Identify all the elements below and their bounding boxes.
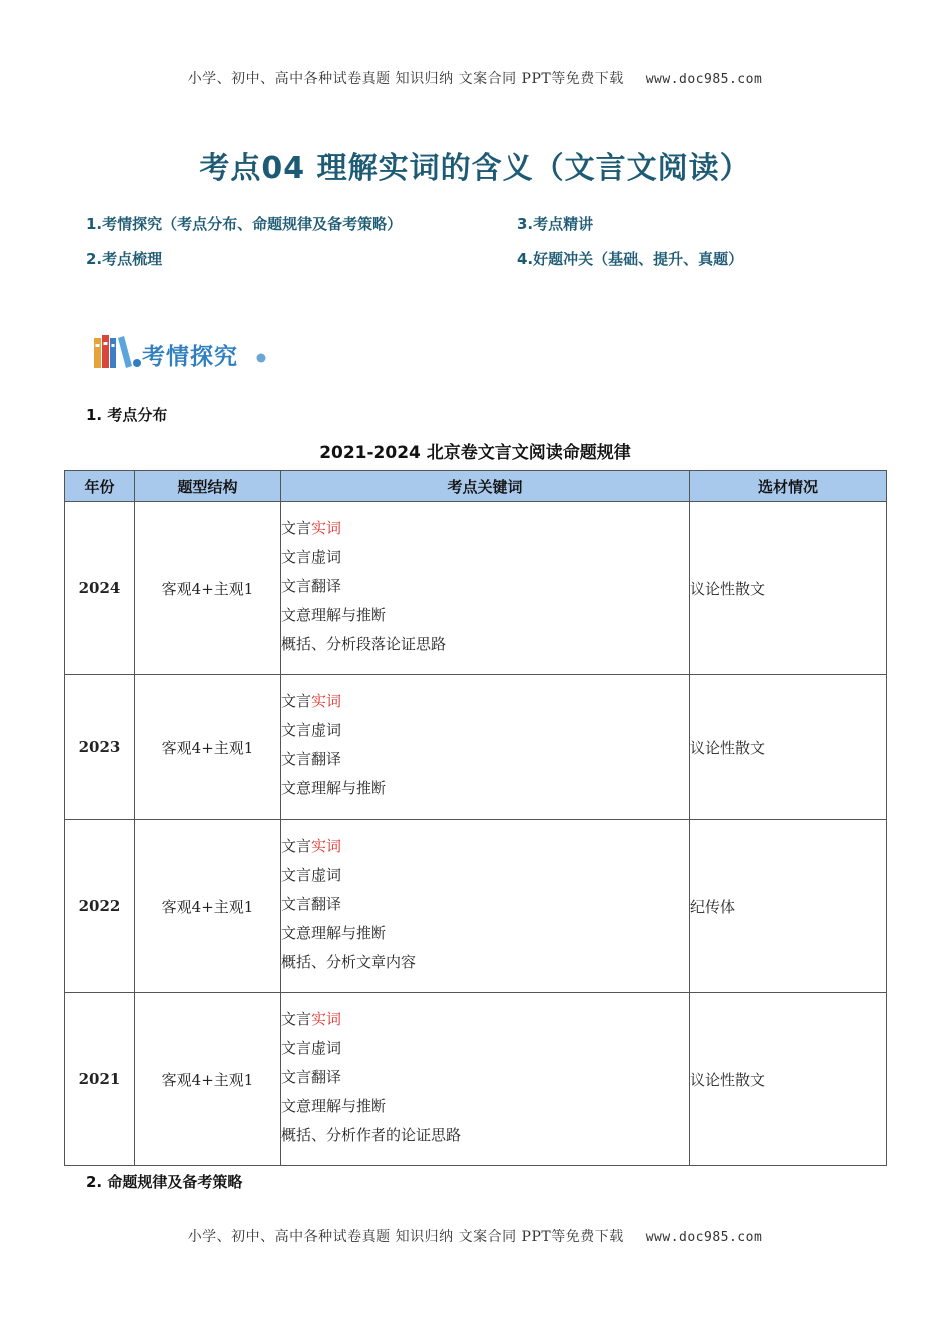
toc-item-4[interactable]: 4.好题冲关（基础、提升、真题） xyxy=(517,250,744,268)
header-text: 小学、初中、高中各种试卷真题 知识归纳 文案合同 PPT等免费下载 xyxy=(187,71,624,87)
page-footer xyxy=(0,1226,950,1246)
keyword-highlight: 实词 xyxy=(311,836,342,855)
keyword-text: 概括、分析作者的论证思路 xyxy=(281,1125,462,1144)
keywords-cell xyxy=(281,502,690,675)
keyword-text: 概括、分析段落论证思路 xyxy=(281,634,447,653)
material-cell: 纪传体 xyxy=(690,820,887,993)
keyword-text: 文意理解与推断 xyxy=(281,779,387,797)
year-cell: 2022 xyxy=(65,820,135,993)
section-banner xyxy=(92,330,272,378)
keyword-line xyxy=(281,747,689,776)
keyword-text: 文言 xyxy=(281,1009,312,1028)
toc-item-3[interactable]: 3.考点精讲 xyxy=(517,215,594,233)
keyword-highlight: 实词 xyxy=(311,1009,342,1028)
keyword-line xyxy=(281,921,689,950)
keyword-line xyxy=(281,718,689,747)
keyword-line xyxy=(281,1065,689,1094)
keyword-text: 概括、分析文章内容 xyxy=(281,952,417,971)
structure-cell: 客观4+主观1 xyxy=(135,675,281,820)
keyword-highlight: 实词 xyxy=(311,518,342,537)
table-title: 2021-2024 北京卷文言文阅读命题规律 xyxy=(319,443,631,463)
table-row xyxy=(65,993,887,1166)
document-title: 考点04 理解实词的含义（文言文阅读） xyxy=(199,151,751,186)
year-cell: 2024 xyxy=(65,502,135,675)
table-row xyxy=(65,820,887,993)
header-structure: 题型结构 xyxy=(135,471,281,502)
footer-text: 小学、初中、高中各种试卷真题 知识归纳 文案合同 PPT等免费下载 xyxy=(187,1229,624,1245)
footer-url[interactable]: www.doc985.com xyxy=(645,1230,763,1245)
structure-cell: 客观4+主观1 xyxy=(135,993,281,1166)
keyword-text: 文言 xyxy=(281,836,312,855)
keyword-text: 文言翻译 xyxy=(281,576,342,595)
structure-cell: 客观4+主观1 xyxy=(135,820,281,993)
keyword-line xyxy=(281,950,689,979)
keywords-cell xyxy=(281,820,690,993)
keyword-text: 文意理解与推断 xyxy=(281,1096,387,1115)
keyword-line xyxy=(281,1094,689,1123)
banner-label: 考情探究 xyxy=(142,344,238,370)
toc-item-2[interactable]: 2.考点梳理 xyxy=(86,250,163,268)
exam-table xyxy=(64,470,887,1166)
keyword-text: 文言翻译 xyxy=(281,894,342,913)
header-year: 年份 xyxy=(65,471,135,502)
table-row xyxy=(65,502,887,675)
keyword-highlight: 实词 xyxy=(311,692,342,710)
header-keywords: 考点关键词 xyxy=(281,471,690,502)
keyword-line xyxy=(281,1123,689,1152)
keyword-line xyxy=(281,516,689,545)
header-url[interactable]: www.doc985.com xyxy=(645,72,763,87)
header-material: 选材情况 xyxy=(690,471,887,502)
material-cell: 议论性散文 xyxy=(690,502,887,675)
structure-cell: 客观4+主观1 xyxy=(135,502,281,675)
books-icon xyxy=(92,332,142,376)
material-cell: 议论性散文 xyxy=(690,675,887,820)
keyword-line xyxy=(281,863,689,892)
keyword-text: 文言翻译 xyxy=(281,1067,342,1086)
material-cell: 议论性散文 xyxy=(690,993,887,1166)
keyword-line xyxy=(281,689,689,718)
year-cell: 2021 xyxy=(65,993,135,1166)
keyword-text: 文言虚词 xyxy=(281,721,342,739)
table-row xyxy=(65,675,887,820)
keyword-text: 文言虚词 xyxy=(281,547,342,566)
dot-icon xyxy=(256,353,266,363)
keyword-line xyxy=(281,603,689,632)
keyword-line xyxy=(281,1036,689,1065)
page-header xyxy=(0,68,950,88)
keywords-cell xyxy=(281,993,690,1166)
toc-item-1[interactable]: 1.考情探究（考点分布、命题规律及备考策略） xyxy=(86,215,403,233)
table-header-row xyxy=(65,471,887,502)
keyword-text: 文意理解与推断 xyxy=(281,923,387,942)
keyword-text: 文意理解与推断 xyxy=(281,605,387,624)
section-heading-strategy: 2. 命题规律及备考策略 xyxy=(86,1173,243,1191)
keyword-line xyxy=(281,632,689,661)
keyword-line xyxy=(281,834,689,863)
keyword-line xyxy=(281,1007,689,1036)
keyword-text: 文言虚词 xyxy=(281,865,342,884)
keywords-cell xyxy=(281,675,690,820)
keyword-line xyxy=(281,892,689,921)
keyword-line xyxy=(281,574,689,603)
keyword-text: 文言虚词 xyxy=(281,1038,342,1057)
section-heading-distribution: 1. 考点分布 xyxy=(86,406,168,424)
keyword-text: 文言翻译 xyxy=(281,750,342,768)
year-cell: 2023 xyxy=(65,675,135,820)
keyword-text: 文言 xyxy=(281,518,312,537)
keyword-text: 文言 xyxy=(281,692,312,710)
keyword-line xyxy=(281,776,689,805)
keyword-line xyxy=(281,545,689,574)
